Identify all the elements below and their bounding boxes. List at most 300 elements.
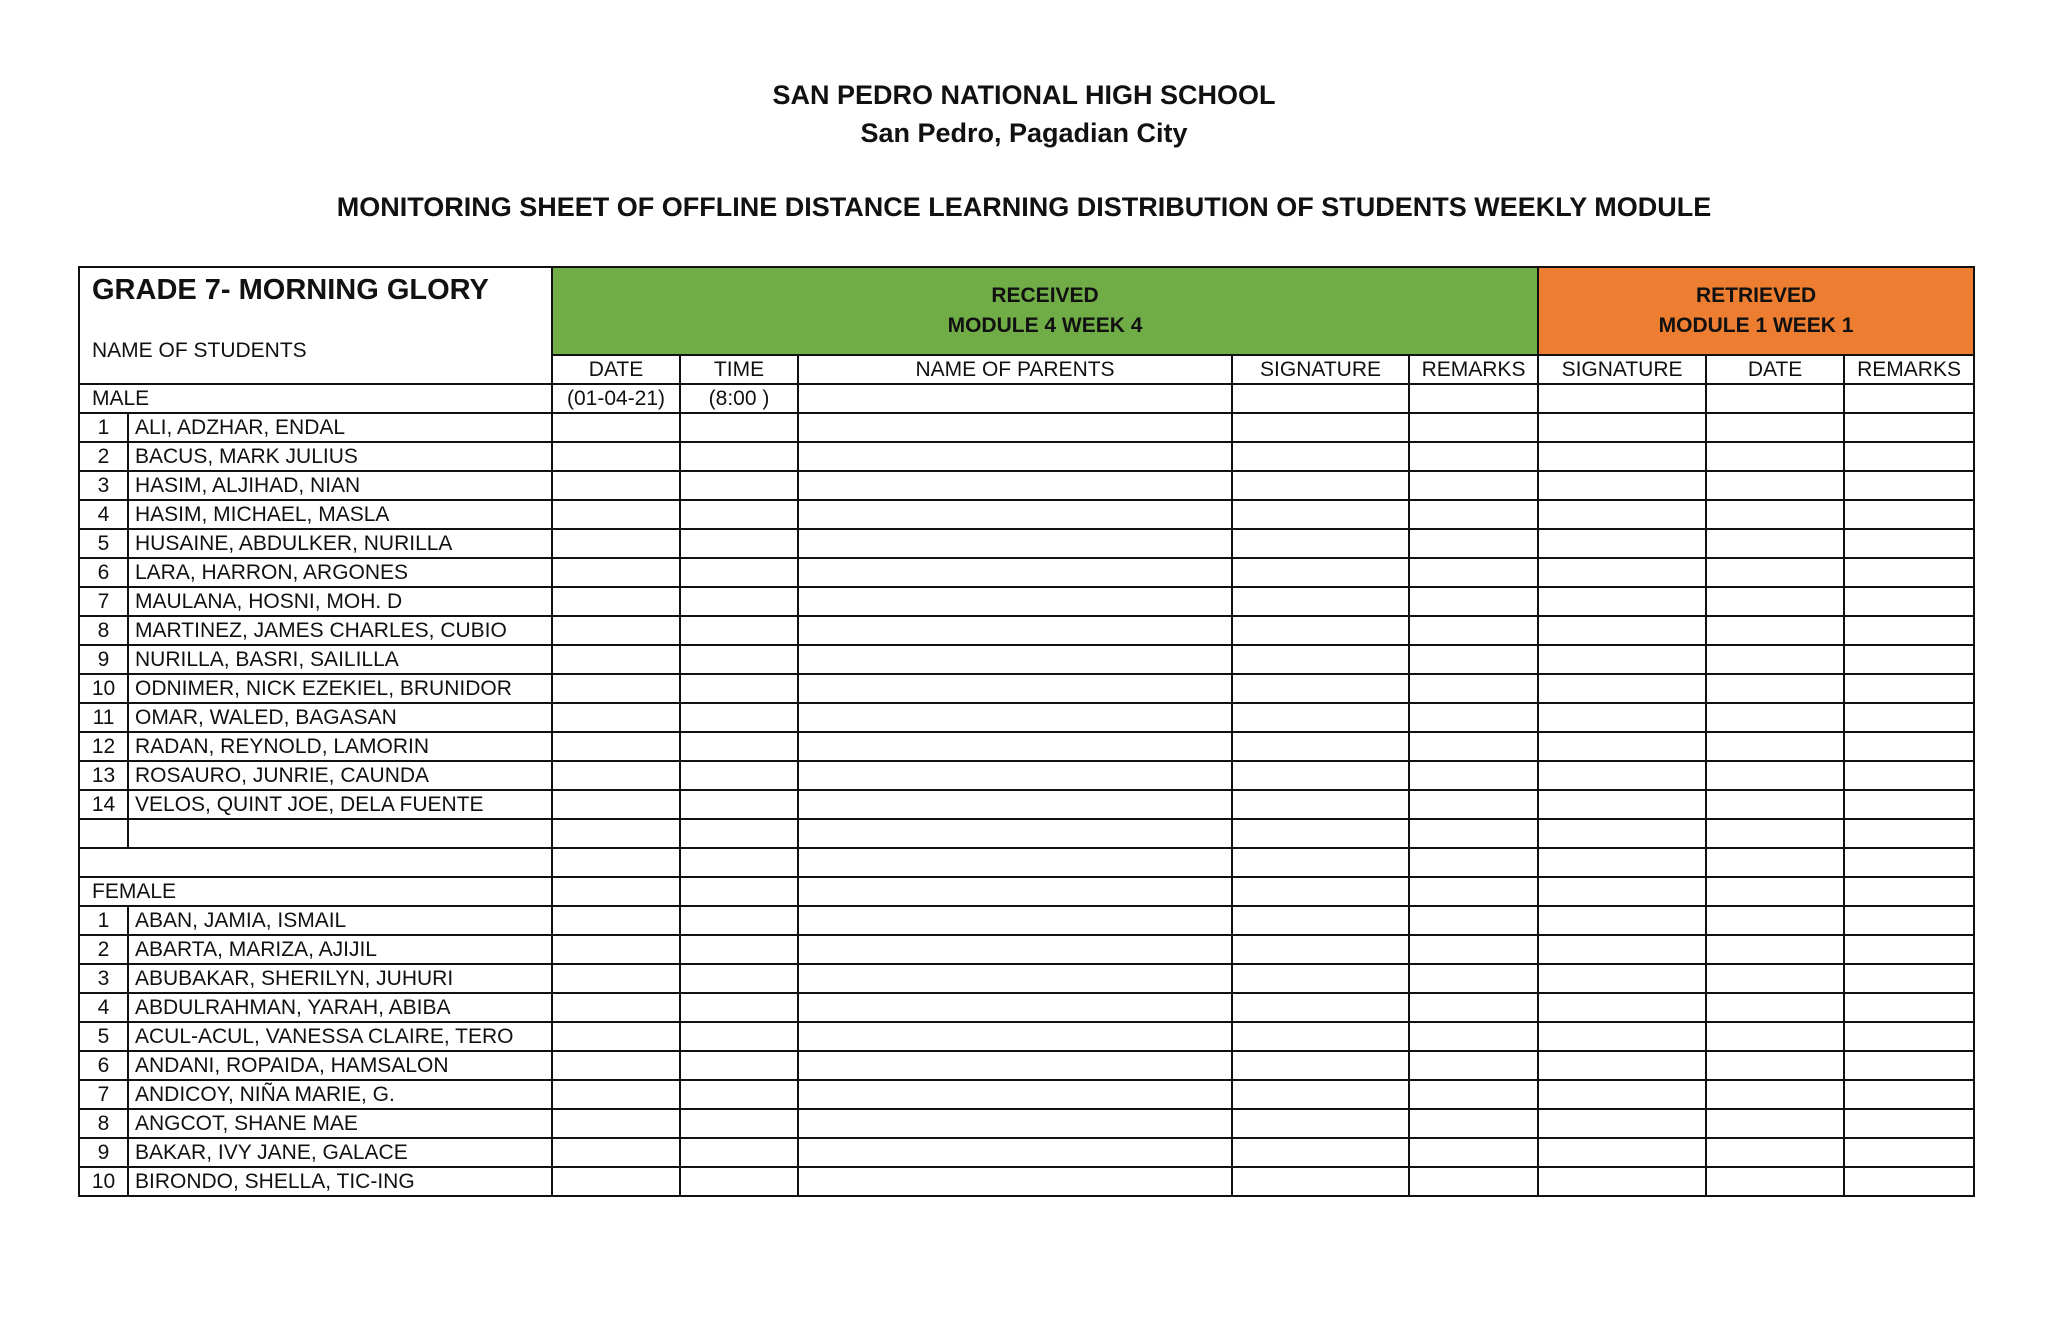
empty-cell xyxy=(1409,1051,1538,1080)
empty-cell xyxy=(1232,558,1409,587)
empty-cell xyxy=(680,471,798,500)
empty-cell xyxy=(1706,1138,1844,1167)
empty-cell xyxy=(552,442,680,471)
empty-cell xyxy=(1232,1022,1409,1051)
student-number: 5 xyxy=(79,529,128,558)
student-name: OMAR, WALED, BAGASAN xyxy=(128,703,552,732)
sheet-title: MONITORING SHEET OF OFFLINE DISTANCE LEARNING DISTRIBUTION OF STUDENTS WEEKLY MODULE xyxy=(336,192,1712,222)
student-number: 13 xyxy=(79,761,128,790)
empty-cell xyxy=(1232,413,1409,442)
empty-cell xyxy=(1409,1167,1538,1196)
school-address: San Pedro, Pagadian City xyxy=(860,118,1188,148)
empty-cell xyxy=(1232,848,1409,877)
empty-cell xyxy=(1706,674,1844,703)
empty-cell xyxy=(1409,529,1538,558)
column-header-retrieved-signature: SIGNATURE xyxy=(1538,355,1706,384)
empty-cell xyxy=(680,1167,798,1196)
column-header-name-of-parents: NAME OF PARENTS xyxy=(798,355,1232,384)
empty-cell xyxy=(798,790,1232,819)
empty-cell xyxy=(1409,790,1538,819)
empty-cell xyxy=(1409,471,1538,500)
empty-cell xyxy=(1409,935,1538,964)
empty-cell xyxy=(1844,384,1974,413)
empty-cell xyxy=(1538,674,1706,703)
student-number: 11 xyxy=(79,703,128,732)
empty-cell xyxy=(1538,993,1706,1022)
empty-cell xyxy=(1844,993,1974,1022)
empty-cell xyxy=(1409,1022,1538,1051)
empty-cell xyxy=(1538,964,1706,993)
empty-cell xyxy=(1706,877,1844,906)
empty-cell xyxy=(1844,1080,1974,1109)
empty-cell xyxy=(1844,587,1974,616)
empty-cell xyxy=(1706,645,1844,674)
table-row xyxy=(79,703,1974,732)
student-number: 1 xyxy=(79,413,128,442)
empty-cell xyxy=(798,442,1232,471)
table-row xyxy=(79,645,1974,674)
empty-cell xyxy=(1409,500,1538,529)
student-number: 2 xyxy=(79,935,128,964)
school-name: SAN PEDRO NATIONAL HIGH SCHOOL xyxy=(772,80,1276,110)
empty-cell xyxy=(1706,1109,1844,1138)
student-name: ODNIMER, NICK EZEKIEL, BRUNIDOR xyxy=(128,674,552,703)
empty-cell xyxy=(1706,442,1844,471)
blank-row xyxy=(79,848,1974,877)
student-name: ABAN, JAMIA, ISMAIL xyxy=(128,906,552,935)
student-number: 1 xyxy=(79,906,128,935)
empty-cell xyxy=(552,993,680,1022)
empty-cell xyxy=(680,732,798,761)
name-of-students-label: NAME OF STUDENTS xyxy=(92,339,307,362)
male-received-time: (8:00 ) xyxy=(680,384,798,413)
student-name: HASIM, ALJIHAD, NIAN xyxy=(128,471,552,500)
empty-cell xyxy=(552,732,680,761)
table-row xyxy=(79,1167,1974,1196)
empty-cell xyxy=(552,1167,680,1196)
empty-cell xyxy=(1844,877,1974,906)
empty-cell xyxy=(1232,674,1409,703)
table-row xyxy=(79,1080,1974,1109)
empty-cell xyxy=(1538,529,1706,558)
empty-cell xyxy=(680,819,798,848)
empty-cell xyxy=(1706,819,1844,848)
empty-cell xyxy=(552,703,680,732)
student-name: RADAN, REYNOLD, LAMORIN xyxy=(128,732,552,761)
blank-row xyxy=(79,819,1974,848)
table-row xyxy=(79,732,1974,761)
empty-cell xyxy=(128,819,552,848)
retrieved-module: MODULE 1 WEEK 1 xyxy=(1658,314,1854,337)
empty-cell xyxy=(1232,935,1409,964)
empty-cell xyxy=(1538,442,1706,471)
empty-cell xyxy=(1538,790,1706,819)
empty-cell xyxy=(1232,964,1409,993)
empty-cell xyxy=(1706,993,1844,1022)
table-row xyxy=(79,500,1974,529)
empty-cell xyxy=(1538,471,1706,500)
empty-cell xyxy=(1409,848,1538,877)
empty-cell xyxy=(1844,674,1974,703)
empty-cell xyxy=(552,1051,680,1080)
retrieved-group-header xyxy=(1538,267,1974,355)
empty-cell xyxy=(680,442,798,471)
empty-cell xyxy=(798,500,1232,529)
empty-cell xyxy=(1232,442,1409,471)
empty-cell xyxy=(1538,384,1706,413)
empty-cell xyxy=(680,1080,798,1109)
empty-cell xyxy=(1232,732,1409,761)
empty-cell xyxy=(798,964,1232,993)
empty-cell xyxy=(1409,645,1538,674)
empty-cell xyxy=(680,1138,798,1167)
empty-cell xyxy=(552,471,680,500)
empty-cell xyxy=(1232,616,1409,645)
empty-cell xyxy=(552,1109,680,1138)
table-row xyxy=(79,616,1974,645)
empty-cell xyxy=(1409,442,1538,471)
empty-cell xyxy=(1409,616,1538,645)
empty-cell xyxy=(798,529,1232,558)
empty-cell xyxy=(680,645,798,674)
empty-cell xyxy=(680,790,798,819)
empty-cell xyxy=(1409,964,1538,993)
empty-cell xyxy=(552,529,680,558)
empty-cell xyxy=(79,819,128,848)
male-section-row xyxy=(79,384,1974,413)
student-name: ROSAURO, JUNRIE, CAUNDA xyxy=(128,761,552,790)
empty-cell xyxy=(680,1022,798,1051)
empty-cell xyxy=(1844,732,1974,761)
empty-cell xyxy=(1706,1022,1844,1051)
empty-cell xyxy=(798,848,1232,877)
retrieved-title: RETRIEVED xyxy=(1695,284,1817,307)
empty-cell xyxy=(1706,471,1844,500)
empty-cell xyxy=(680,993,798,1022)
empty-cell xyxy=(1844,1167,1974,1196)
student-name: NURILLA, BASRI, SAILILLA xyxy=(128,645,552,674)
empty-cell xyxy=(1844,935,1974,964)
student-name: HASIM, MICHAEL, MASLA xyxy=(128,500,552,529)
table-row xyxy=(79,413,1974,442)
empty-cell xyxy=(798,471,1232,500)
empty-cell xyxy=(552,587,680,616)
empty-cell xyxy=(1844,964,1974,993)
empty-cell xyxy=(1232,529,1409,558)
empty-cell xyxy=(1538,732,1706,761)
empty-cell xyxy=(1538,1109,1706,1138)
empty-cell xyxy=(1844,1138,1974,1167)
empty-cell xyxy=(1706,616,1844,645)
empty-cell xyxy=(1409,877,1538,906)
empty-cell xyxy=(1706,935,1844,964)
student-name: ANGCOT, SHANE MAE xyxy=(128,1109,552,1138)
student-number: 8 xyxy=(79,1109,128,1138)
empty-cell xyxy=(1844,906,1974,935)
empty-cell xyxy=(1538,703,1706,732)
empty-cell xyxy=(1409,384,1538,413)
table-row xyxy=(79,674,1974,703)
empty-cell xyxy=(1409,993,1538,1022)
empty-cell xyxy=(680,964,798,993)
empty-cell xyxy=(552,1022,680,1051)
table-row xyxy=(79,529,1974,558)
empty-cell xyxy=(680,413,798,442)
empty-cell xyxy=(1706,587,1844,616)
student-number: 3 xyxy=(79,471,128,500)
empty-cell xyxy=(798,413,1232,442)
empty-cell xyxy=(552,558,680,587)
student-name: BIRONDO, SHELLA, TIC-ING xyxy=(128,1167,552,1196)
empty-cell xyxy=(798,1080,1232,1109)
empty-cell xyxy=(1706,500,1844,529)
empty-cell xyxy=(1844,761,1974,790)
empty-cell xyxy=(1706,703,1844,732)
student-name: ANDANI, ROPAIDA, HAMSALON xyxy=(128,1051,552,1080)
empty-cell xyxy=(1844,558,1974,587)
empty-cell xyxy=(798,993,1232,1022)
empty-cell xyxy=(1844,442,1974,471)
table-body xyxy=(79,384,1974,1196)
empty-cell xyxy=(1232,790,1409,819)
empty-cell xyxy=(552,848,680,877)
empty-cell xyxy=(680,616,798,645)
empty-cell xyxy=(1409,1138,1538,1167)
empty-cell xyxy=(1706,558,1844,587)
empty-cell xyxy=(1538,877,1706,906)
student-number: 9 xyxy=(79,645,128,674)
empty-cell xyxy=(680,1051,798,1080)
empty-cell xyxy=(1844,819,1974,848)
empty-cell xyxy=(1538,616,1706,645)
grade-header-cell xyxy=(79,267,552,384)
empty-cell xyxy=(798,1022,1232,1051)
empty-cell xyxy=(552,877,680,906)
empty-cell xyxy=(798,384,1232,413)
empty-cell xyxy=(798,1167,1232,1196)
received-title: RECEIVED xyxy=(991,284,1099,307)
received-group-header xyxy=(552,267,1538,355)
empty-cell xyxy=(1538,761,1706,790)
empty-cell xyxy=(798,935,1232,964)
table-row xyxy=(79,471,1974,500)
female-section-label: FEMALE xyxy=(79,877,552,906)
empty-cell xyxy=(1538,1167,1706,1196)
empty-cell xyxy=(552,1080,680,1109)
student-name: ALI, ADZHAR, ENDAL xyxy=(128,413,552,442)
empty-cell xyxy=(798,1138,1232,1167)
empty-cell xyxy=(1706,1051,1844,1080)
empty-cell xyxy=(1706,1167,1844,1196)
student-number: 10 xyxy=(79,674,128,703)
student-number: 8 xyxy=(79,616,128,645)
empty-cell xyxy=(552,964,680,993)
empty-cell xyxy=(798,616,1232,645)
student-name: ABDULRAHMAN, YARAH, ABIBA xyxy=(128,993,552,1022)
empty-cell xyxy=(798,587,1232,616)
empty-cell xyxy=(1538,1138,1706,1167)
student-number: 6 xyxy=(79,558,128,587)
empty-cell xyxy=(798,703,1232,732)
table-row xyxy=(79,1022,1974,1051)
empty-cell xyxy=(1409,761,1538,790)
table-row xyxy=(79,587,1974,616)
student-number: 3 xyxy=(79,964,128,993)
empty-cell xyxy=(1409,413,1538,442)
empty-cell xyxy=(1232,877,1409,906)
table-row xyxy=(79,906,1974,935)
empty-cell xyxy=(552,935,680,964)
empty-cell xyxy=(680,529,798,558)
empty-cell xyxy=(1844,471,1974,500)
empty-cell xyxy=(1409,906,1538,935)
empty-cell xyxy=(1232,587,1409,616)
empty-cell xyxy=(1232,384,1409,413)
empty-cell xyxy=(1844,500,1974,529)
empty-cell xyxy=(798,761,1232,790)
student-name: ABUBAKAR, SHERILYN, JUHURI xyxy=(128,964,552,993)
empty-cell xyxy=(552,1138,680,1167)
student-number: 7 xyxy=(79,587,128,616)
empty-cell xyxy=(798,645,1232,674)
student-name: ACUL-ACUL, VANESSA CLAIRE, TERO xyxy=(128,1022,552,1051)
column-header-retrieved-remarks: REMARKS xyxy=(1844,355,1974,384)
column-header-signature: SIGNATURE xyxy=(1232,355,1409,384)
student-number: 14 xyxy=(79,790,128,819)
empty-cell xyxy=(1232,1051,1409,1080)
table-row xyxy=(79,935,1974,964)
student-name: HUSAINE, ABDULKER, NURILLA xyxy=(128,529,552,558)
empty-cell xyxy=(1538,1051,1706,1080)
empty-cell xyxy=(680,674,798,703)
empty-cell xyxy=(1844,645,1974,674)
student-number: 5 xyxy=(79,1022,128,1051)
empty-cell xyxy=(1706,1080,1844,1109)
empty-cell xyxy=(552,674,680,703)
empty-cell xyxy=(1409,703,1538,732)
empty-cell xyxy=(552,819,680,848)
table-row xyxy=(79,558,1974,587)
empty-cell xyxy=(1409,1109,1538,1138)
empty-cell xyxy=(798,906,1232,935)
empty-cell xyxy=(1232,906,1409,935)
empty-cell xyxy=(798,732,1232,761)
empty-cell xyxy=(1538,413,1706,442)
empty-cell xyxy=(680,848,798,877)
empty-cell xyxy=(1409,1080,1538,1109)
table-row xyxy=(79,1138,1974,1167)
empty-cell xyxy=(552,761,680,790)
empty-cell xyxy=(798,674,1232,703)
empty-cell xyxy=(1538,1022,1706,1051)
female-section-row xyxy=(79,877,1974,906)
empty-cell xyxy=(1844,529,1974,558)
student-name: MARTINEZ, JAMES CHARLES, CUBIO xyxy=(128,616,552,645)
male-section-label: MALE xyxy=(79,384,552,413)
empty-cell xyxy=(552,790,680,819)
empty-cell xyxy=(1706,529,1844,558)
empty-cell xyxy=(1844,1109,1974,1138)
empty-cell xyxy=(1706,413,1844,442)
student-name: ANDICOY, NIÑA MARIE, G. xyxy=(128,1080,552,1109)
student-number: 4 xyxy=(79,500,128,529)
empty-cell xyxy=(1232,819,1409,848)
empty-cell xyxy=(1538,645,1706,674)
empty-cell xyxy=(680,703,798,732)
table-row xyxy=(79,790,1974,819)
empty-cell xyxy=(1232,1138,1409,1167)
empty-cell xyxy=(1538,558,1706,587)
empty-cell xyxy=(1232,1080,1409,1109)
empty-cell xyxy=(1844,616,1974,645)
empty-cell xyxy=(552,645,680,674)
table-row xyxy=(79,964,1974,993)
empty-cell xyxy=(1706,848,1844,877)
empty-cell xyxy=(1409,587,1538,616)
empty-cell xyxy=(1844,848,1974,877)
received-module: MODULE 4 WEEK 4 xyxy=(947,314,1143,337)
student-name: MAULANA, HOSNI, MOH. D xyxy=(128,587,552,616)
empty-cell xyxy=(798,1051,1232,1080)
empty-cell xyxy=(798,558,1232,587)
empty-cell xyxy=(1232,471,1409,500)
empty-cell xyxy=(1409,732,1538,761)
empty-cell xyxy=(798,877,1232,906)
column-header-remarks: REMARKS xyxy=(1409,355,1538,384)
student-number: 9 xyxy=(79,1138,128,1167)
empty-cell xyxy=(552,500,680,529)
empty-cell xyxy=(1706,964,1844,993)
empty-cell xyxy=(1844,1051,1974,1080)
table-row xyxy=(79,1109,1974,1138)
column-header-retrieved-date: DATE xyxy=(1706,355,1844,384)
student-number: 7 xyxy=(79,1080,128,1109)
student-number: 4 xyxy=(79,993,128,1022)
empty-cell xyxy=(1232,761,1409,790)
empty-cell xyxy=(680,500,798,529)
column-header-time: TIME xyxy=(680,355,798,384)
empty-cell xyxy=(1538,500,1706,529)
table-row xyxy=(79,1051,1974,1080)
grade-section-title: GRADE 7- MORNING GLORY xyxy=(92,274,489,306)
empty-cell xyxy=(1232,703,1409,732)
empty-cell xyxy=(680,877,798,906)
empty-cell xyxy=(1706,732,1844,761)
student-name: VELOS, QUINT JOE, DELA FUENTE xyxy=(128,790,552,819)
student-number: 12 xyxy=(79,732,128,761)
empty-cell xyxy=(1232,1167,1409,1196)
student-name: LARA, HARRON, ARGONES xyxy=(128,558,552,587)
empty-cell xyxy=(680,906,798,935)
empty-cell xyxy=(1844,1022,1974,1051)
empty-cell xyxy=(1232,993,1409,1022)
empty-cell xyxy=(1844,790,1974,819)
empty-cell xyxy=(552,413,680,442)
student-name: ABARTA, MARIZA, AJIJIL xyxy=(128,935,552,964)
empty-cell xyxy=(1538,1080,1706,1109)
empty-cell xyxy=(680,1109,798,1138)
column-header-date: DATE xyxy=(552,355,680,384)
empty-cell xyxy=(1538,587,1706,616)
table-row xyxy=(79,993,1974,1022)
empty-cell xyxy=(79,848,552,877)
empty-cell xyxy=(1844,413,1974,442)
empty-cell xyxy=(1844,703,1974,732)
empty-cell xyxy=(1706,761,1844,790)
male-received-date: (01-04-21) xyxy=(552,384,680,413)
empty-cell xyxy=(1538,935,1706,964)
empty-cell xyxy=(680,587,798,616)
